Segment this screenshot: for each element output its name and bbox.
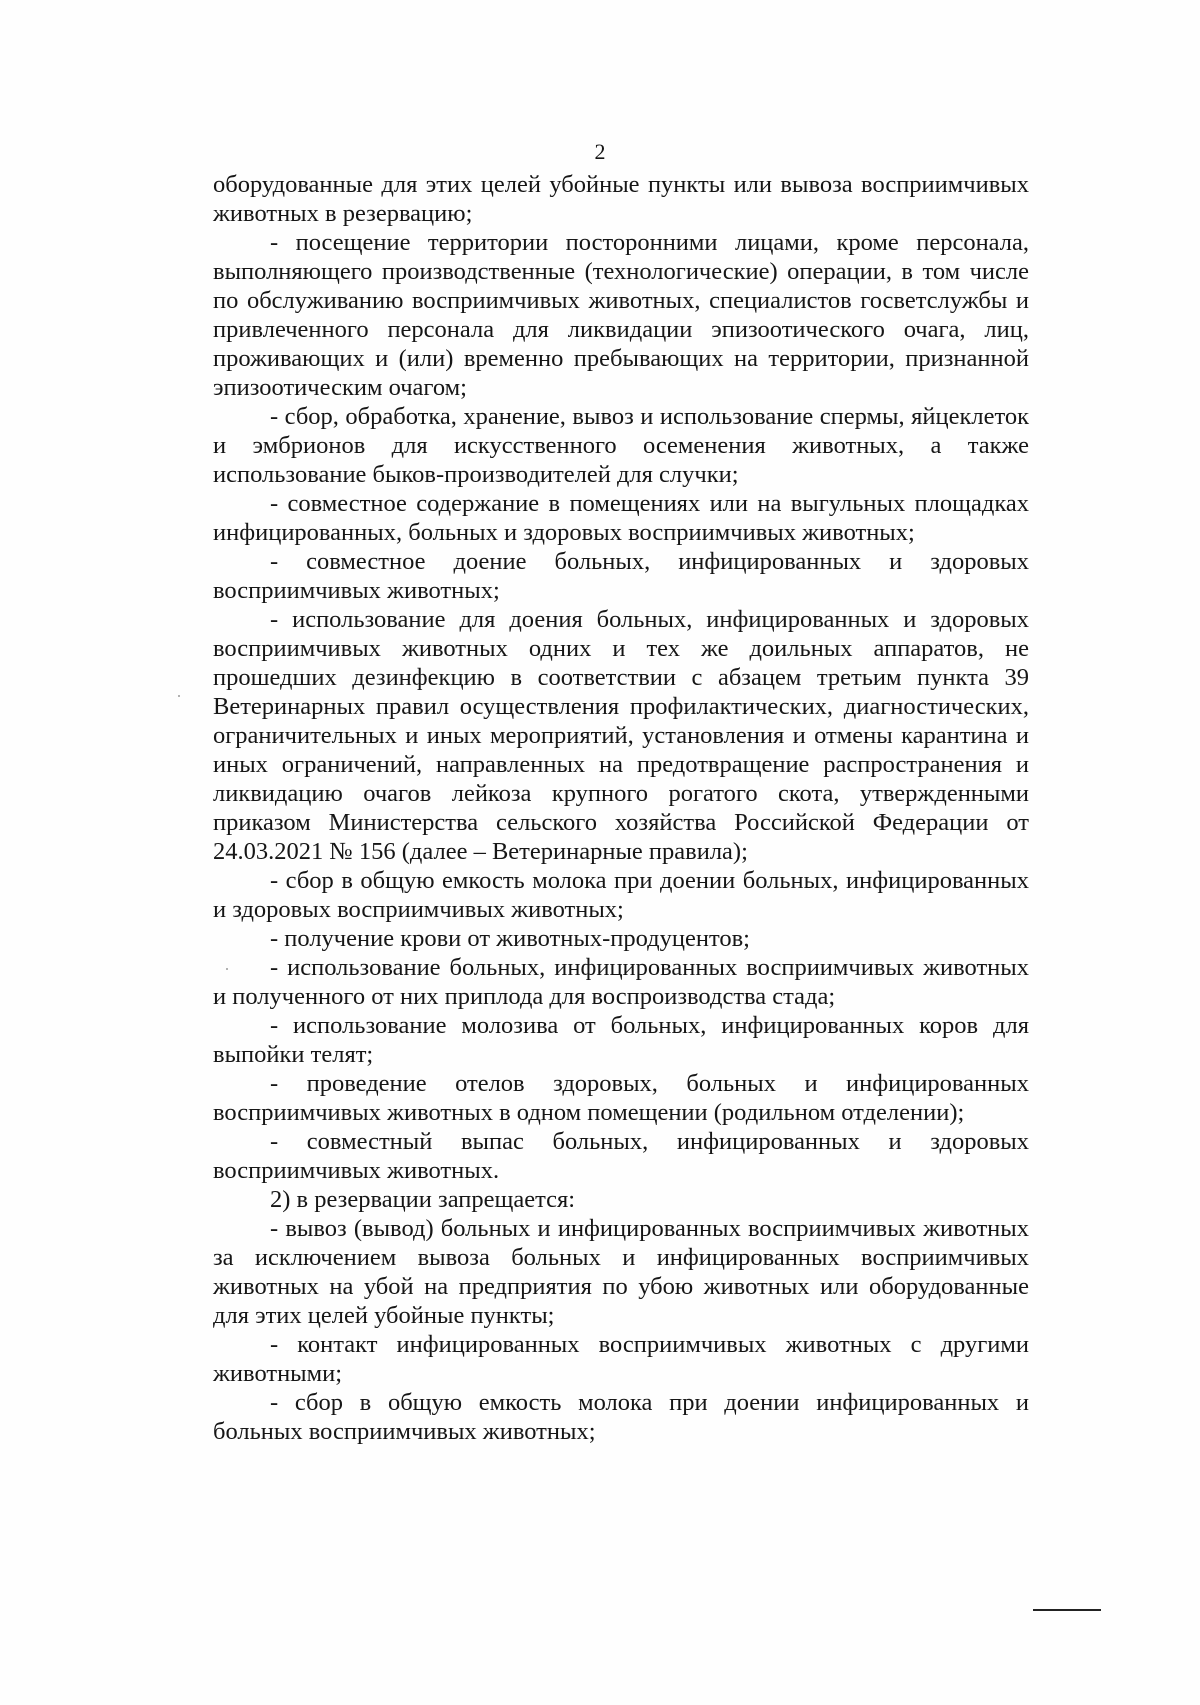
paragraph: - проведение отелов здоровых, больных и инфицированных восприимчивых животных в одном помещении (родильном отделении); [213, 1070, 1029, 1126]
paragraph: - совместное доение больных, инфицированных и здоровых восприимчивых животных; [213, 548, 1029, 604]
paragraph: - использование для доения больных, инфицированных и здоровых восприимчивых животных одних и тех же доильных аппаратов, не прошедших дезинфекцию в соответствии с абзацем третьим пункта 39 Ветеринарных правил осуществления профилактических, диагностических, ограничительных и иных мероприятий, установления и отмены карантина и иных ограничений, направленных на предотвращение распространения и ликвидацию очагов лейкоза крупного рогатого скота, утвержденными приказом Министерства сельского хозяйства Российской Федерации от 24.03.2021 № 156 (далее – Ветеринарные правила); [213, 606, 1029, 865]
paragraph: - сбор в общую емкость молока при доении больных, инфицированных и здоровых восприимчивых животных; [213, 867, 1029, 923]
scan-speck [226, 968, 228, 970]
paragraph: - посещение территории посторонними лицами, кроме персонала, выполняющего производственные (технологические) операции, в том числе по обслуживанию восприимчивых животных, специалистов госветслужбы и привлеченного персонала для ликвидации эпизоотического очага, лиц, проживающих и (или) временно пребывающих на территории, признанной эпизоотическим очагом; [213, 229, 1029, 401]
paragraph: - получение крови от животных-продуцентов; [270, 925, 750, 952]
paragraph: - вывоз (вывод) больных и инфицированных восприимчивых животных за исключением вывоза больных и инфицированных восприимчивых животных на убой на предприятия по убою животных или оборудованные для этих целей убойные пункты; [213, 1215, 1029, 1329]
section-item: 2) в резервации запрещается: [270, 1186, 576, 1213]
paragraph: - сбор, обработка, хранение, вывоз и использование спермы, яйцеклеток и эмбрионов для искусственного осеменения животных, а также использование быков-производителей для случки; [213, 403, 1029, 488]
paragraph: - использование молозива от больных, инфицированных коров для выпойки телят; [213, 1012, 1029, 1068]
bottom-rule [1033, 1609, 1101, 1611]
paragraph: - использование больных, инфицированных восприимчивых животных и полученного от них приплода для воспроизводства стада; [213, 954, 1029, 1010]
page-number: 2 [594, 139, 606, 164]
document-body [213, 170, 1029, 1446]
paragraph: оборудованные для этих целей убойные пункты или вывоза восприимчивых животных в резервацию; [213, 171, 1029, 227]
paragraph: - контакт инфицированных восприимчивых животных с другими животными; [213, 1331, 1029, 1387]
paragraph: - совместный выпас больных, инфицированных и здоровых восприимчивых животных. [213, 1128, 1029, 1184]
scan-speck [178, 695, 180, 697]
paragraph: - сбор в общую емкость молока при доении инфицированных и больных восприимчивых животных; [213, 1389, 1029, 1445]
paragraph: - совместное содержание в помещениях или на выгульных площадках инфицированных, больных и здоровых восприимчивых животных; [213, 490, 1029, 546]
